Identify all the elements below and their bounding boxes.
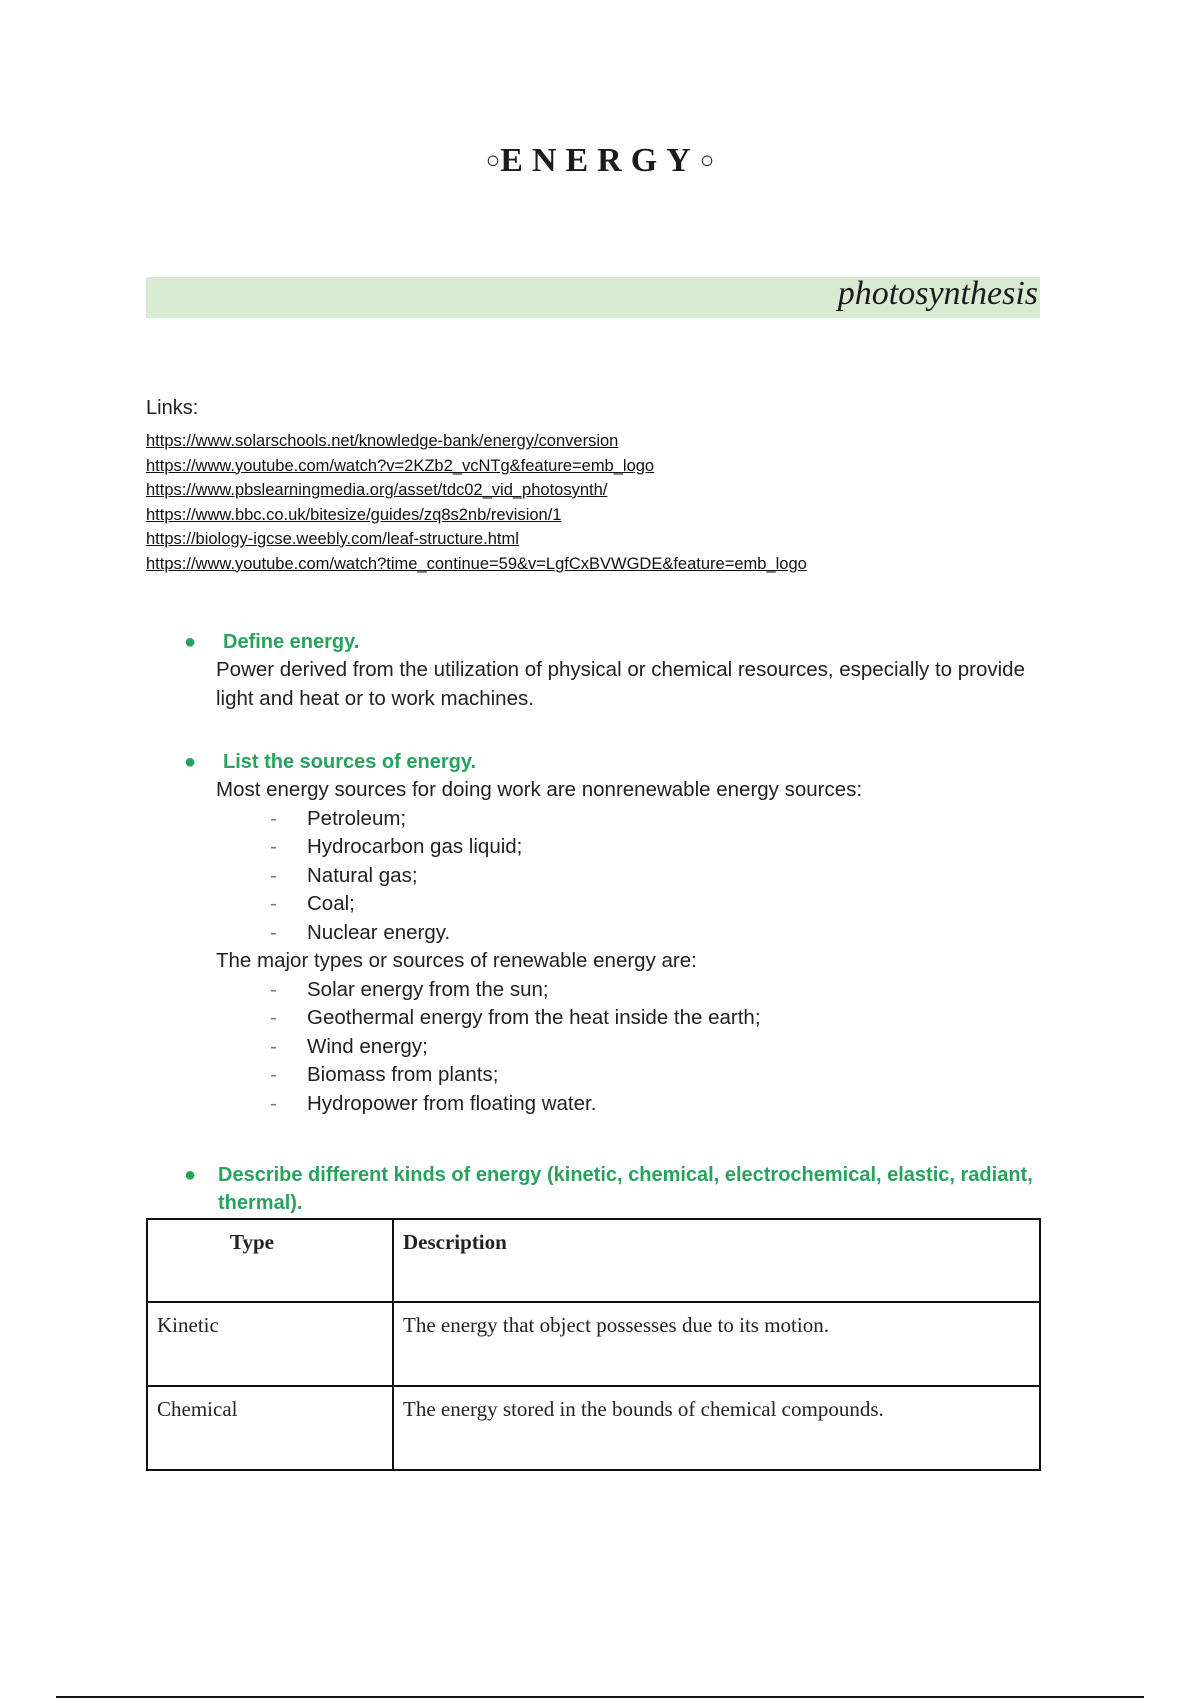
list-item-text: Hydrocarbon gas liquid; (307, 835, 523, 858)
dash-icon: - (270, 1091, 277, 1115)
list-item-text: Biomass from plants; (307, 1063, 499, 1086)
title-mark-left: ○ (485, 148, 501, 174)
question-heading (180, 628, 1040, 656)
section-banner (146, 277, 1040, 318)
renewable-list (180, 976, 1040, 1119)
list-item (180, 976, 1040, 1005)
question-heading (180, 748, 1040, 776)
question-sources-of-energy (180, 748, 1040, 1118)
cell-description: The energy that object possesses due to its motion. (393, 1302, 1040, 1386)
list-item (180, 1004, 1040, 1033)
list-item (180, 890, 1040, 919)
column-header-description: Description (393, 1219, 1040, 1302)
link-item (146, 527, 807, 552)
question-heading-text: Describe different kinds of energy (kinetic, chemical, electrochemical, elastic, radiant, thermal). (218, 1164, 1033, 1214)
page-title-text: ENERGY (500, 142, 700, 179)
link-pbslearningmedia[interactable]: https://www.pbslearningmedia.org/asset/tdc02_vid_photosynth/ (146, 481, 608, 499)
list-item (180, 1061, 1040, 1090)
question-heading-text: Define energy. (223, 631, 360, 653)
cell-description: The energy stored in the bounds of chemical compounds. (393, 1386, 1040, 1470)
energy-types-table (146, 1218, 1041, 1471)
list-item (180, 919, 1040, 948)
link-solarschools[interactable]: https://www.solarschools.net/knowledge-bank/energy/conversion (146, 432, 619, 450)
list-item (180, 833, 1040, 862)
question-kinds-of-energy (180, 1161, 1040, 1217)
link-item (146, 478, 807, 503)
table-row (147, 1302, 1040, 1386)
bullet-icon: ● (184, 1164, 197, 1186)
links-list (146, 429, 807, 576)
dash-icon: - (270, 1034, 277, 1058)
renewable-intro: The major types or sources of renewable energy are: (216, 949, 697, 972)
list-item (180, 805, 1040, 834)
dash-icon: - (270, 835, 277, 858)
list-item-text: Solar energy from the sun; (307, 977, 549, 1001)
column-header-type: Type (147, 1219, 393, 1302)
list-item-text: Coal; (307, 892, 355, 915)
question-define-energy (180, 628, 1040, 713)
dash-icon: - (270, 1063, 277, 1086)
bullet-icon: ● (184, 751, 197, 773)
dash-icon: - (270, 920, 277, 944)
list-item-text: Natural gas; (307, 863, 418, 887)
dash-icon: - (270, 977, 277, 1001)
table-row (147, 1386, 1040, 1470)
dash-icon: - (270, 806, 277, 830)
links-label: Links: (146, 397, 199, 419)
question-heading-text: List the sources of energy. (223, 751, 477, 773)
answer-text: Power derived from the utilization of physical or chemical resources, especially to provide light and heat or to work machines. (216, 658, 1025, 710)
link-bbc-bitesize[interactable]: https://www.bbc.co.uk/bitesize/guides/zq8s2nb/revision/1 (146, 505, 562, 524)
link-youtube-2[interactable]: https://www.youtube.com/watch?time_continue=59&v=LgfCxBVWGDE&feature=emb_logo (146, 554, 807, 573)
link-item (146, 429, 807, 454)
nonrenewable-list (180, 805, 1040, 948)
list-item-text: Wind energy; (307, 1034, 428, 1058)
list-item (180, 1033, 1040, 1062)
dash-icon: - (270, 892, 277, 915)
list-item-text: Hydropower from floating water. (307, 1091, 597, 1115)
list-item-text: Petroleum; (307, 806, 407, 830)
link-item (146, 552, 807, 577)
list-item (180, 1090, 1040, 1119)
link-item (146, 454, 807, 479)
cell-type: Kinetic (147, 1302, 393, 1386)
title-mark-right: ○ (699, 148, 715, 174)
bullet-icon: ● (184, 631, 197, 653)
link-biology-igcse[interactable]: https://biology-igcse.weebly.com/leaf-structure.html (146, 530, 519, 548)
link-youtube-1[interactable]: https://www.youtube.com/watch?v=2KZb2_vcNTg&feature=emb_logo (146, 456, 655, 475)
question-heading (180, 1161, 1040, 1217)
list-item-text: Nuclear energy. (307, 920, 451, 944)
list-item-text: Geothermal energy from the heat inside the earth; (307, 1006, 761, 1029)
link-item (146, 503, 807, 528)
dash-icon: - (270, 863, 277, 887)
dash-icon: - (270, 1006, 277, 1029)
table-header-row (147, 1219, 1040, 1302)
footer-divider (56, 1696, 1144, 1698)
banner-title: photosynthesis (837, 275, 1038, 312)
cell-type: Chemical (147, 1386, 393, 1470)
list-item (180, 862, 1040, 891)
page-title (0, 142, 1200, 180)
nonrenewable-intro: Most energy sources for doing work are nonrenewable energy sources: (216, 778, 863, 801)
